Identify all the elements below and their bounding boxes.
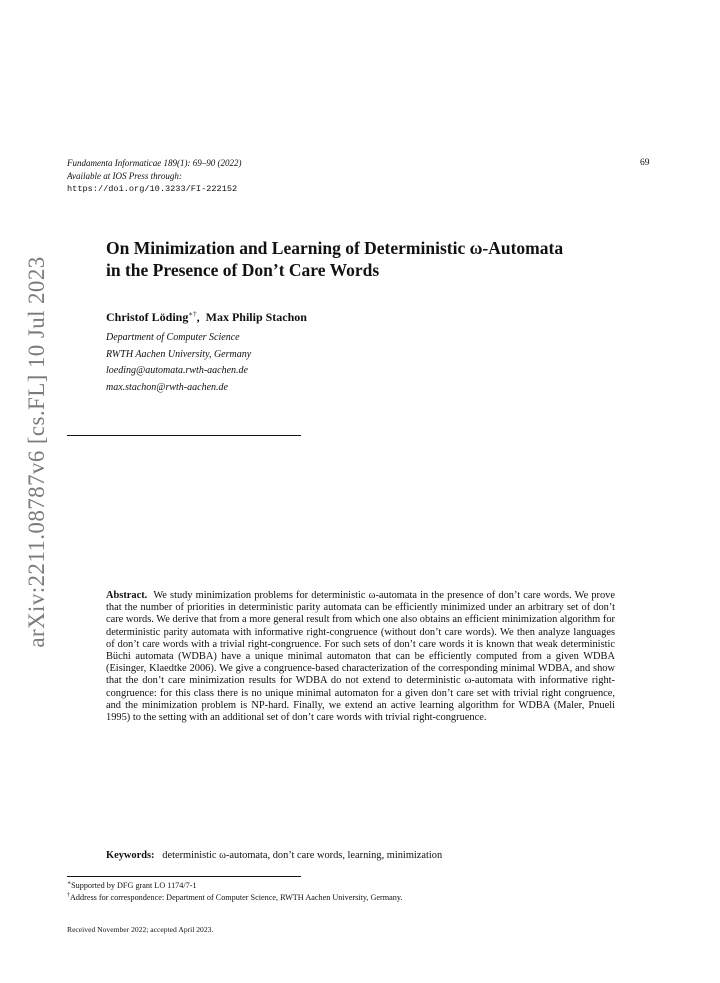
author-separator: , — [196, 310, 206, 324]
availability-note: Available at IOS Press through: — [67, 171, 182, 181]
footnote-1-mark: ∗ — [67, 880, 72, 887]
title-line-2: in the Presence of Don’t Care Words — [106, 260, 380, 280]
journal-citation: Fundamenta Informaticae 189(1): 69–90 (2022) — [67, 158, 242, 168]
university: RWTH Aachen University, Germany — [106, 348, 252, 360]
footnote-2 — [67, 892, 402, 904]
received-dates: Received November 2022; accepted April 2023. — [67, 925, 214, 934]
journal-header — [67, 157, 241, 196]
abstract-label: Abstract. — [106, 590, 148, 601]
author-list — [106, 310, 307, 325]
footnote-2-mark: † — [67, 891, 70, 898]
page-number: 69 — [640, 158, 650, 168]
footnote-divider — [67, 876, 301, 877]
keywords — [106, 850, 442, 861]
author-stachon: Max Philip Stachon — [205, 310, 307, 324]
arxiv-identifier: arXiv:2211.08787v6 [cs.FL] 10 Jul 2023 — [24, 256, 49, 648]
affiliation-block — [106, 330, 251, 396]
author-loeding: Christof Löding — [106, 310, 189, 324]
keywords-label: Keywords: — [106, 850, 155, 861]
abstract-text: We study minimization problems for deterministic ω-automata in the presence of don’t care words. We prove that the number of priorities in deterministic parity automata can be efficiently minimized under an arbitrary set of don’t care words. We derive that from a more general result from which one also obtains an efficient minimization algorithm for deterministic parity automata with informative right-congruence (without don’t care words). We then analyze languages of don’t care words with a trivial right-congruence. For such sets of don’t care words it is known that weak deterministic Büchi automata (WDBA) have a unique minimal automaton that can be efficiently computed from a given WDBA (Eisinger, Klaedtke 2006). We give a congruence-based characterization of the corresponding minimal WDBA, and show that the don’t care minimization results for WDBA do not extend to deterministic ω-automata with informative right-congruence: for this class there is no unique minimal automaton for a given don’t care set with trivial right congruence, and the minimization problem is NP-hard. Finally, we extend an active learning algorithm for WDBA (Maler, Pnueli 1995) to the setting with an additional set of don’t care words with trivial right-congruence. — [106, 590, 615, 724]
email-stachon[interactable]: max.stachon@rwth-aachen.de — [106, 381, 228, 393]
footnotes — [67, 880, 402, 903]
keywords-text: deterministic ω-automata, don’t care words, learning, minimization — [162, 850, 443, 861]
header-divider — [67, 435, 301, 436]
footnote-1-text: Supported by DFG grant LO 1174/7-1 — [71, 881, 197, 890]
title-line-1: On Minimization and Learning of Deterministic ω-Automata — [106, 238, 564, 258]
author-footnote-marks: ∗† — [188, 310, 197, 318]
paper-title — [106, 237, 646, 281]
footnote-1 — [67, 880, 402, 892]
doi-link[interactable]: https://doi.org/10.3233/FI-222152 — [67, 184, 238, 194]
department: Department of Computer Science — [106, 332, 240, 343]
footnote-2-text: Address for correspondence: Department of Computer Science, RWTH Aachen University, Germany. — [70, 892, 403, 902]
abstract — [106, 590, 615, 724]
email-loeding[interactable]: loeding@automata.rwth-aachen.de — [106, 365, 248, 376]
